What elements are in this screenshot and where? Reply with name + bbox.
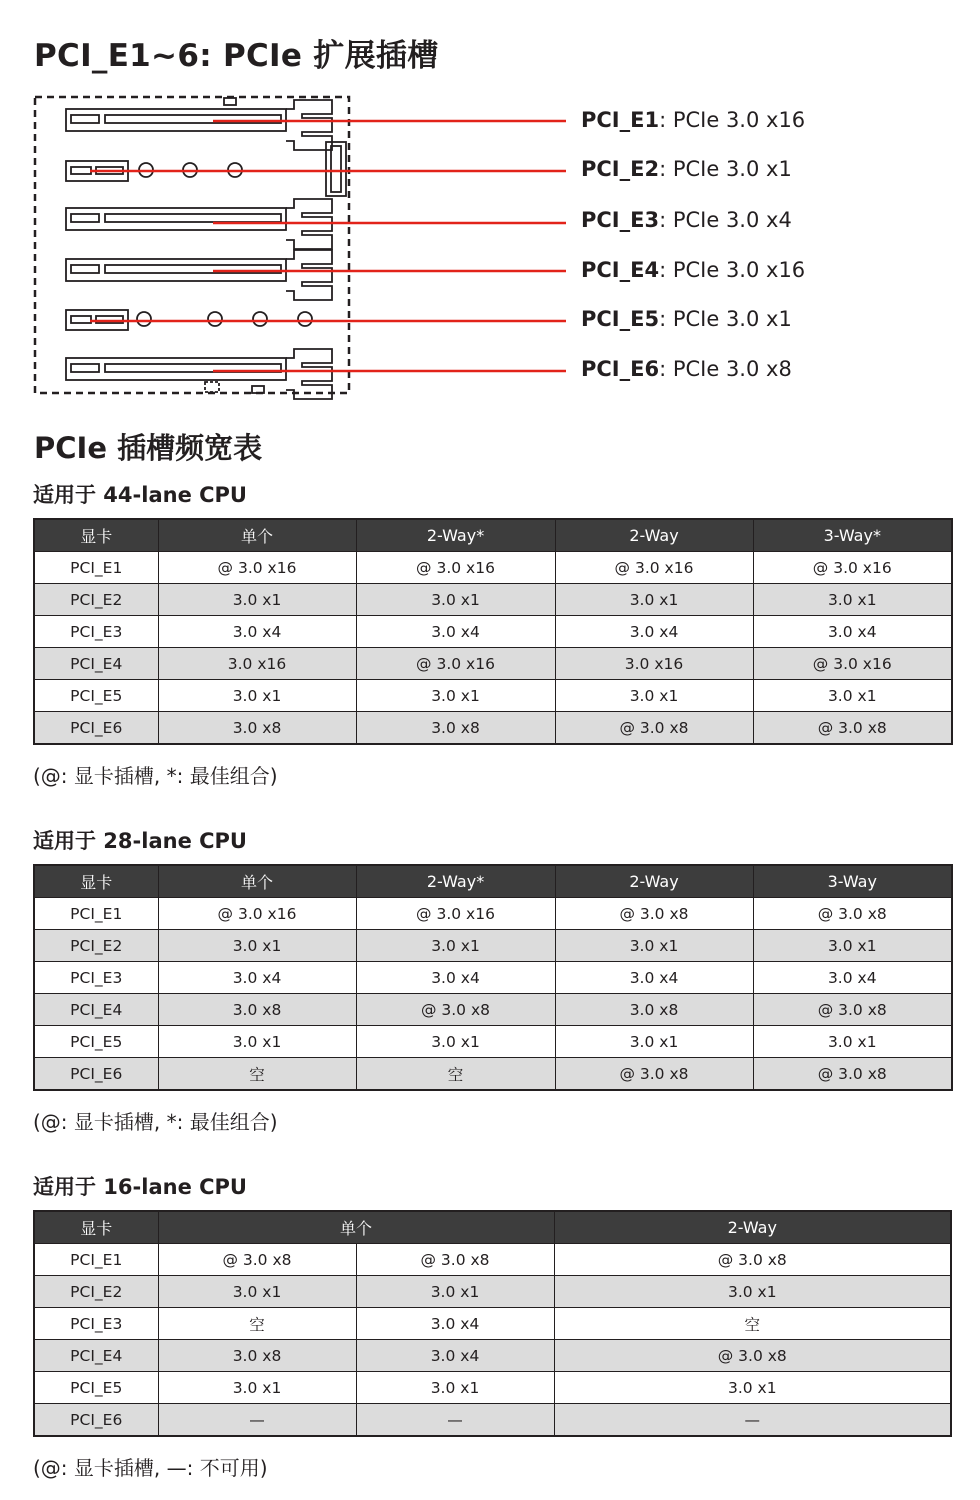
table-header-row <box>34 865 952 898</box>
table-cell: — <box>356 1404 554 1437</box>
table-cell: 3.0 x4 <box>356 616 555 648</box>
bandwidth-table-28-lane <box>33 864 953 1091</box>
table-row <box>34 552 952 584</box>
table-cell: @ 3.0 x8 <box>555 1058 753 1091</box>
table-cell: PCI_E5 <box>34 680 158 712</box>
table-row <box>34 1340 951 1372</box>
table-cell: 3.0 x1 <box>554 1372 951 1404</box>
table-cell: PCI_E1 <box>34 898 158 930</box>
table-cell: @ 3.0 x8 <box>356 994 555 1026</box>
table-cell: PCI_E2 <box>34 930 158 962</box>
table-cell: PCI_E3 <box>34 616 158 648</box>
table-cell: PCI_E4 <box>34 648 158 680</box>
table-cell: 3.0 x1 <box>753 680 952 712</box>
table-16-legend-note: (@: 显卡插槽, —: 不可用) <box>33 1456 268 1480</box>
table-cell: PCI_E1 <box>34 552 158 584</box>
table-cell: 3.0 x4 <box>555 616 753 648</box>
page-title: PCI_E1~6: PCIe 扩展插槽 <box>34 38 439 74</box>
table-cell: PCI_E2 <box>34 1276 158 1308</box>
leader-lines <box>90 121 566 371</box>
table-cell: @ 3.0 x8 <box>753 898 952 930</box>
table-cell: 3.0 x16 <box>158 648 356 680</box>
pcie-slot-diagram <box>30 90 805 400</box>
slot-label-e4 <box>581 258 805 282</box>
table-row <box>34 930 952 962</box>
column-header: 显卡 <box>34 865 158 898</box>
table-cell: 3.0 x4 <box>356 1340 554 1372</box>
table-cell: PCI_E6 <box>34 1058 158 1091</box>
table-cell: 3.0 x1 <box>555 680 753 712</box>
table-cell: @ 3.0 x16 <box>356 898 555 930</box>
slot-spec: : PCIe 3.0 x1 <box>659 157 792 181</box>
table-cell: 3.0 x1 <box>356 1026 555 1058</box>
table-cell: PCI_E6 <box>34 1404 158 1437</box>
table-cell: — <box>554 1404 951 1437</box>
slot-spec: : PCIe 3.0 x1 <box>659 307 792 331</box>
table-cell: — <box>158 1404 356 1437</box>
table-cell: 空 <box>554 1308 951 1340</box>
table-row <box>34 1058 952 1091</box>
table-cell: PCI_E4 <box>34 994 158 1026</box>
table-row <box>34 1276 951 1308</box>
table-cell: 3.0 x4 <box>356 962 555 994</box>
table-cell: 3.0 x1 <box>158 680 356 712</box>
bandwidth-section-title: PCIe 插槽频宽表 <box>34 431 263 465</box>
slot-spec: : PCIe 3.0 x8 <box>659 357 792 381</box>
slot-pci-e6-shape <box>66 349 332 399</box>
column-header: 单个 <box>158 519 356 552</box>
table-row <box>34 1244 951 1276</box>
table-cell: 3.0 x1 <box>158 1276 356 1308</box>
table-cell: 3.0 x1 <box>555 584 753 616</box>
table-cell: @ 3.0 x16 <box>158 898 356 930</box>
column-header: 显卡 <box>34 519 158 552</box>
column-header: 单个 <box>158 1211 554 1244</box>
column-header: 2-Way <box>555 865 753 898</box>
table-cell: @ 3.0 x8 <box>555 712 753 745</box>
table-row <box>34 1026 952 1058</box>
table-row <box>34 712 952 745</box>
table-cell: 3.0 x4 <box>753 962 952 994</box>
table-cell: 3.0 x4 <box>158 616 356 648</box>
column-header: 3-Way* <box>753 519 952 552</box>
slot-name: PCI_E6 <box>581 357 660 381</box>
column-header: 2-Way* <box>356 519 555 552</box>
slot-label-e1 <box>581 108 805 132</box>
table-cell: 空 <box>158 1058 356 1091</box>
table-cell: 3.0 x1 <box>753 930 952 962</box>
table-cell: 3.0 x4 <box>356 1308 554 1340</box>
bandwidth-table-44-lane <box>33 518 953 745</box>
table-row <box>34 1372 951 1404</box>
table-header-row <box>34 519 952 552</box>
slot-name: PCI_E4 <box>581 258 660 282</box>
table-cell: 3.0 x1 <box>158 584 356 616</box>
table-cell: @ 3.0 x16 <box>356 648 555 680</box>
slot-spec: : PCIe 3.0 x4 <box>659 208 792 232</box>
table-cell: PCI_E6 <box>34 712 158 745</box>
table-cell: @ 3.0 x16 <box>555 552 753 584</box>
table-cell: 3.0 x8 <box>158 1340 356 1372</box>
slot-name: PCI_E3 <box>581 208 660 232</box>
table-cell: @ 3.0 x8 <box>158 1244 356 1276</box>
table-cell: 3.0 x1 <box>356 1372 554 1404</box>
table-row <box>34 1404 951 1437</box>
table-row <box>34 680 952 712</box>
table-row <box>34 616 952 648</box>
table-cell: 3.0 x1 <box>356 1276 554 1308</box>
column-header: 单个 <box>158 865 356 898</box>
slot-label-e2 <box>581 157 792 181</box>
table-cell: 3.0 x1 <box>554 1276 951 1308</box>
table-cell: 3.0 x8 <box>356 712 555 745</box>
table-cell: PCI_E5 <box>34 1372 158 1404</box>
table-28-heading: 适用于 28-lane CPU <box>33 829 247 853</box>
table-28-legend-note: (@: 显卡插槽, *: 最佳组合) <box>33 1110 278 1134</box>
table-cell: @ 3.0 x16 <box>753 552 952 584</box>
slot-name: PCI_E2 <box>581 157 660 181</box>
bandwidth-table-16-lane <box>33 1210 952 1437</box>
table-header-row <box>34 1211 951 1244</box>
table-cell: 3.0 x1 <box>158 1372 356 1404</box>
table-cell: PCI_E5 <box>34 1026 158 1058</box>
table-cell: 3.0 x16 <box>555 648 753 680</box>
table-cell: @ 3.0 x8 <box>554 1340 951 1372</box>
table-cell: @ 3.0 x16 <box>356 552 555 584</box>
table-cell: 3.0 x1 <box>158 930 356 962</box>
table-cell: 3.0 x1 <box>356 680 555 712</box>
slot-spec: : PCIe 3.0 x16 <box>659 258 806 282</box>
table-cell: @ 3.0 x8 <box>555 898 753 930</box>
table-cell: 空 <box>356 1058 555 1091</box>
table-cell: 3.0 x8 <box>158 712 356 745</box>
table-row <box>34 994 952 1026</box>
table-cell: 3.0 x1 <box>356 930 555 962</box>
table-cell: 3.0 x1 <box>555 930 753 962</box>
table-cell: 3.0 x1 <box>753 584 952 616</box>
table-16-heading: 适用于 16-lane CPU <box>33 1175 247 1199</box>
table-cell: PCI_E2 <box>34 584 158 616</box>
motherboard-slot-illustration <box>30 90 805 400</box>
table-cell: 3.0 x4 <box>555 962 753 994</box>
column-header: 2-Way <box>555 519 753 552</box>
slot-pci-e1-shape <box>66 98 332 150</box>
table-cell: 3.0 x1 <box>753 1026 952 1058</box>
column-header: 2-Way <box>554 1211 951 1244</box>
slot-label-e5 <box>581 307 792 331</box>
slot-name: PCI_E5 <box>581 307 660 331</box>
table-44-legend-note: (@: 显卡插槽, *: 最佳组合) <box>33 764 278 788</box>
table-cell: 空 <box>158 1308 356 1340</box>
table-cell: @ 3.0 x8 <box>554 1244 951 1276</box>
table-cell: 3.0 x4 <box>158 962 356 994</box>
column-header: 3-Way <box>753 865 952 898</box>
slot-pci-e4-shape <box>66 250 332 300</box>
column-header: 2-Way* <box>356 865 555 898</box>
table-cell: @ 3.0 x16 <box>753 648 952 680</box>
table-44-heading: 适用于 44-lane CPU <box>33 483 247 507</box>
table-cell: PCI_E4 <box>34 1340 158 1372</box>
table-cell: 3.0 x1 <box>158 1026 356 1058</box>
table-row <box>34 648 952 680</box>
table-cell: 3.0 x8 <box>158 994 356 1026</box>
column-header: 显卡 <box>34 1211 158 1244</box>
table-cell: @ 3.0 x8 <box>753 712 952 745</box>
table-cell: @ 3.0 x8 <box>356 1244 554 1276</box>
table-cell: 3.0 x8 <box>555 994 753 1026</box>
table-row <box>34 962 952 994</box>
table-cell: @ 3.0 x8 <box>753 994 952 1026</box>
table-row <box>34 898 952 930</box>
table-cell: @ 3.0 x8 <box>753 1058 952 1091</box>
table-cell: 3.0 x1 <box>555 1026 753 1058</box>
table-cell: PCI_E1 <box>34 1244 158 1276</box>
slot-label-e6 <box>581 357 792 381</box>
table-cell: PCI_E3 <box>34 962 158 994</box>
table-cell: 3.0 x4 <box>753 616 952 648</box>
table-row <box>34 584 952 616</box>
slot-spec: : PCIe 3.0 x16 <box>659 108 806 132</box>
slot-name: PCI_E1 <box>581 108 660 132</box>
table-cell: PCI_E3 <box>34 1308 158 1340</box>
table-cell: @ 3.0 x16 <box>158 552 356 584</box>
table-cell: 3.0 x1 <box>356 584 555 616</box>
slot-label-e3 <box>581 208 792 232</box>
table-row <box>34 1308 951 1340</box>
